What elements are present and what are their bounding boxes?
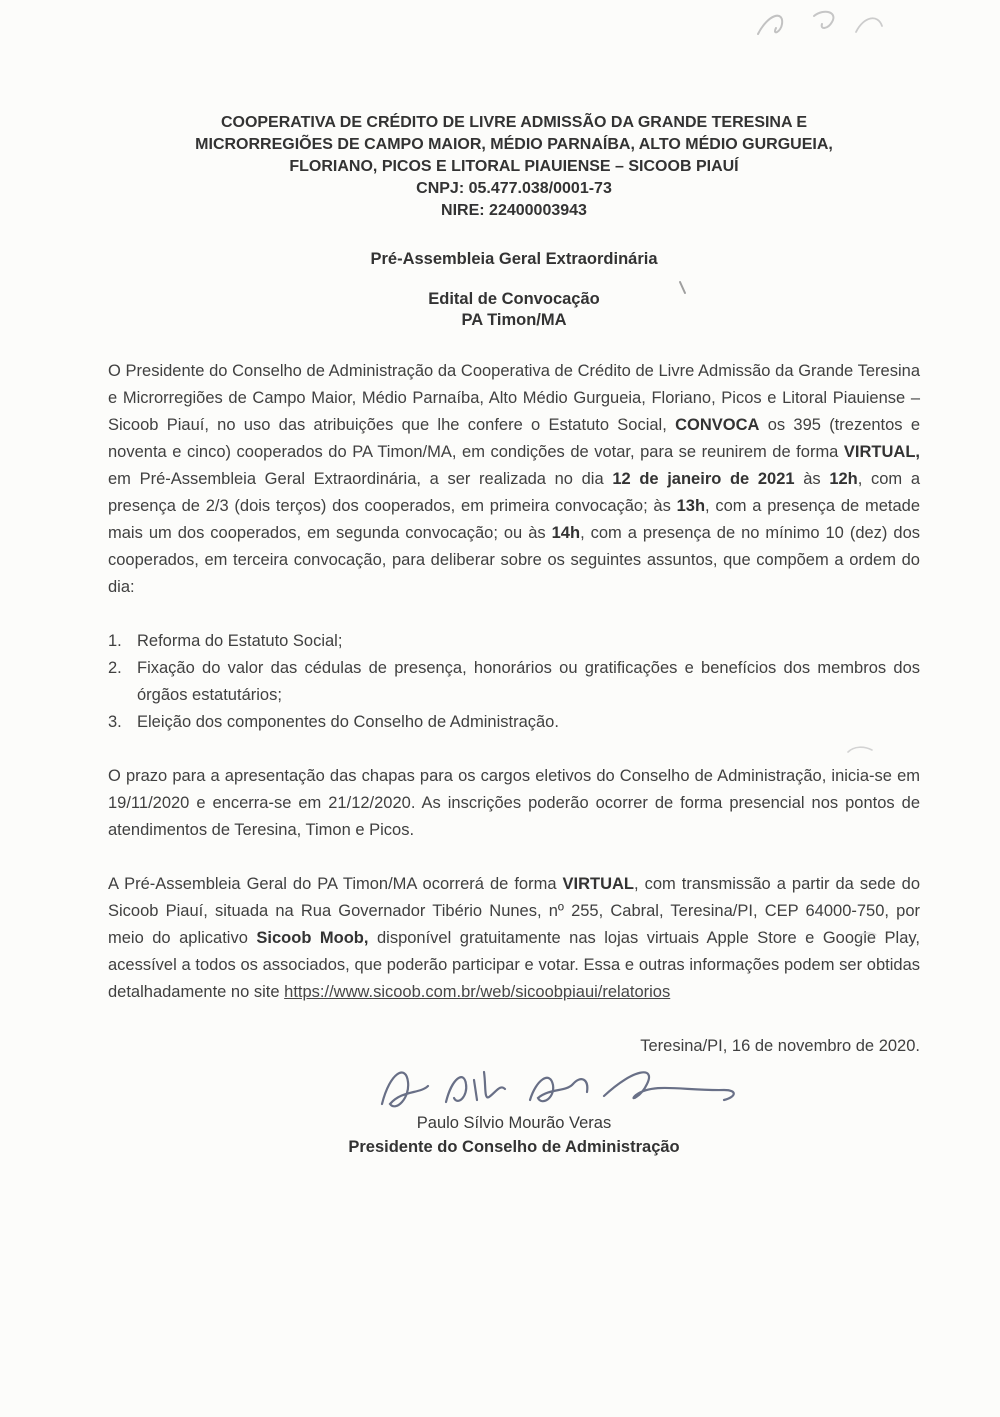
relatorios-link[interactable]: https://www.sicoob.com.br/web/sicoobpiaui/relatorios	[284, 983, 671, 1001]
text-segment: , com a presença de metade mais um dos cooperados, em segunda convocação; ou às	[108, 497, 920, 542]
agenda-item	[108, 709, 920, 736]
text-segment: às	[794, 470, 830, 488]
signature-block	[108, 1060, 920, 1158]
agenda-item-text: Fixação do valor das cédulas de presença, honorários ou gratificações e benefícios dos membros dos órgãos estatutários;	[137, 659, 920, 704]
text-segment: O Presidente do Conselho de Administração da Cooperativa de Crédito de Livre Admissão da Grande Teresina e Microrregiões de Campo Maior, Médio Parnaíba, Alto Médio Gurgueia, Floriano, Picos e Litoral Piauiense – Sicoob Piauí, no uso das atribuições que lhe confere o Estatuto Social,	[108, 362, 920, 434]
coop-title-line-2: MICRORREGIÕES DE CAMPO MAIOR, MÉDIO PARNAÍBA, ALTO MÉDIO GURGUEIA,	[195, 136, 833, 153]
nire-line: NIRE: 22400003943	[441, 202, 587, 219]
third-call-time: 14h	[551, 524, 581, 542]
document-header	[108, 112, 920, 222]
text-segment: A Pré-Assembleia Geral do PA Timon/MA ocorrerá de forma	[108, 875, 563, 893]
paragraph-deadline: O prazo para a apresentação das chapas para os cargos eletivos do Conselho de Administração, inicia-se em 19/11/2020 e encerra-se em 21/12/2020. As inscrições poderão ocorrer de forma presencial nos pontos de atendimentos de Teresina, Timon e Picos.	[108, 767, 920, 839]
agenda-item	[108, 655, 920, 709]
paragraph-virtual-info	[108, 871, 920, 1006]
sicoob-moob-keyword: Sicoob Moob,	[256, 929, 369, 947]
text-segment: os 395 (trezentos e noventa e cinco) cooperados do PA Timon/MA, em condições de votar, para se reunirem de forma	[108, 416, 921, 461]
agenda-marker: 1.	[108, 632, 122, 650]
date-location-line: Teresina/PI, 16 de novembro de 2020.	[640, 1037, 920, 1055]
edital-subtitle: PA Timon/MA	[461, 311, 567, 329]
meeting-title: Pré-Assembleia Geral Extraordinária	[370, 250, 658, 268]
virtual-keyword: VIRTUAL,	[843, 443, 920, 461]
agenda-list	[108, 628, 920, 736]
text-segment: em Pré-Assembleia Geral Extraordinária, a ser realizada no dia	[108, 470, 613, 488]
signatory-role: Presidente do Conselho de Administração	[348, 1138, 680, 1156]
agenda-marker: 2.	[108, 659, 122, 677]
meeting-date: 12 de janeiro de 2021	[612, 470, 795, 488]
text-segment: , com a presença de 2/3 (dois terços) dos cooperados, em primeira convocação; às	[108, 470, 920, 515]
coop-title-line-1: COOPERATIVA DE CRÉDITO DE LIVRE ADMISSÃO DA GRANDE TERESINA E	[220, 114, 808, 131]
signatory-name: Paulo Sílvio Mourão Veras	[416, 1114, 612, 1132]
cnpj-line: CNPJ: 05.477.038/0001-73	[416, 180, 612, 197]
virtual-keyword: VIRTUAL	[562, 875, 635, 893]
agenda-item-text: Eleição dos componentes do Conselho de Administração.	[137, 713, 559, 731]
agenda-marker: 3.	[108, 713, 122, 731]
paragraph-convocation	[108, 358, 920, 601]
agenda-item-text: Reforma do Estatuto Social;	[137, 632, 343, 650]
second-call-time: 13h	[676, 497, 706, 515]
signature-image	[372, 1060, 752, 1122]
first-call-time: 12h	[829, 470, 858, 488]
agenda-item	[108, 628, 920, 655]
text-segment: disponível gratuitamente nas lojas virtuais Apple Store e Google Play, acessível a todos os associados, que poderão participar e votar. Essa e outras informações podem ser obtidas detalhadamente no site	[108, 929, 921, 1001]
text-segment: , com transmissão a partir da sede do Sicoob Piauí, situada na Rua Governador Tibério Nunes, nº 255, Cabral, Teresina/PI, CEP 64000-750, por meio do aplicativo	[108, 875, 921, 947]
coop-title-line-3: FLORIANO, PICOS E LITORAL PIAUIENSE – SICOOB PIAUÍ	[289, 158, 739, 175]
edital-title: Edital de Convocação	[428, 290, 600, 308]
convoca-keyword: CONVOCA	[675, 416, 760, 434]
edital-title-block	[108, 289, 920, 331]
text-segment: , com a presença de no mínimo 10 (dez) dos cooperados, em terceira convocação, para deliberar sobre os seguintes assuntos, que compõem a ordem do dia:	[108, 524, 920, 596]
